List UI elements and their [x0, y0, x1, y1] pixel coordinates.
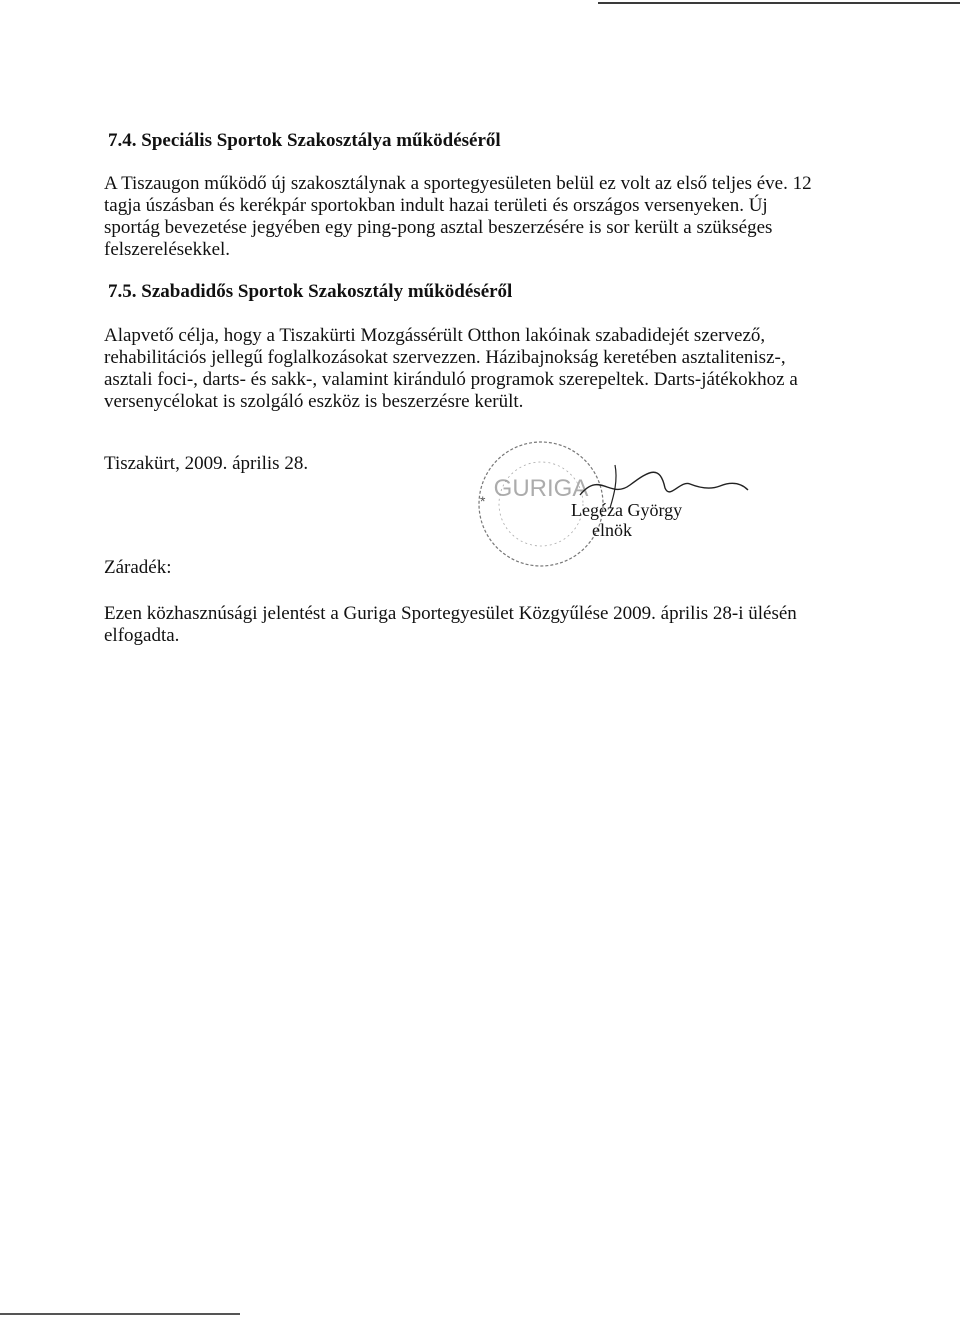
- paragraph-line: sportág bevezetése jegyében egy ping-pong asztal beszerzésére is sor került a szükséges: [104, 217, 773, 238]
- paragraph-line: rehabilitációs jellegű foglalkozásokat szervezzen. Házibajnokság keretében asztalitenisz-,: [104, 347, 786, 368]
- section-7-5-heading: 7.5. Szabadidős Sportok Szakosztály működéséről: [108, 281, 513, 302]
- paragraph-line: Alapvető célja, hogy a Tiszakürti Mozgássérült Otthon lakóinak szabadidejét szervező,: [104, 325, 766, 346]
- scan-edge-line: [598, 2, 960, 4]
- place-date: Tiszakürt, 2009. április 28.: [104, 453, 309, 474]
- paragraph-line: asztali foci-, darts- és sakk-, valamint kiránduló programok szerepeltek. Darts-játékokhoz a: [104, 369, 798, 390]
- signatory-title: elnök: [592, 520, 632, 540]
- clause-label: Záradék:: [104, 557, 172, 578]
- signatory-name: Legéza György: [571, 500, 683, 520]
- paragraph-line: Ezen közhasznúsági jelentést a Guriga Sportegyesület Közgyűlése 2009. április 28-i ülésén: [104, 603, 797, 624]
- section-7-4-heading: 7.4. Speciális Sportok Szakosztálya működéséről: [108, 130, 501, 151]
- svg-text:*: *: [480, 493, 486, 509]
- scan-edge-line: [0, 1313, 240, 1315]
- paragraph-line: versenycélokat is szolgáló eszköz is beszerzésre került.: [104, 391, 524, 412]
- paragraph-line: tagja úszásban és kerékpár sportokban indult hazai területi és országos versenyeken. Új: [104, 195, 768, 216]
- section-7-4-paragraph: [104, 173, 812, 261]
- paragraph-line: elfogadta.: [104, 625, 180, 646]
- clause-paragraph: [104, 603, 804, 647]
- svg-text:GURIGA: GURIGA: [493, 475, 589, 502]
- paragraph-line: felszerelésekkel.: [104, 239, 231, 260]
- paragraph-line: A Tiszaugon működő új szakosztálynak a sportegyesületen belül ez volt az első teljes éve. 12: [104, 173, 812, 194]
- section-7-5-paragraph: [104, 325, 804, 413]
